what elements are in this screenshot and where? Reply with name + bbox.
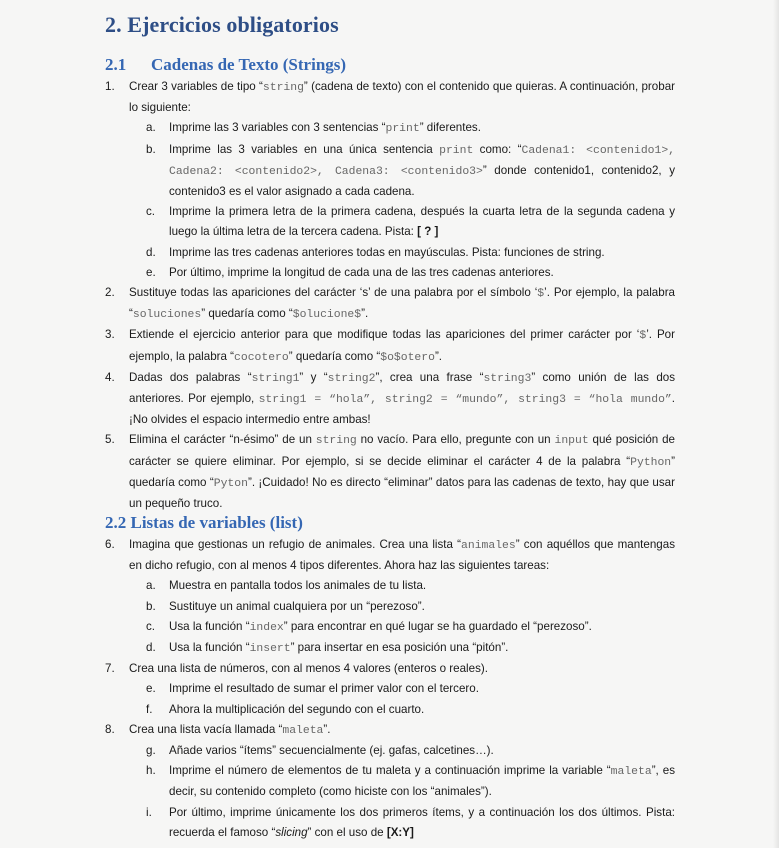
exercise-7f: f. Ahora la multiplicación del segundo con el cuarto. — [146, 702, 425, 716]
exercise-6d: d. Usa la función “insert” para insertar en esa posición una “pitón”. — [146, 641, 509, 656]
exercise-5: 5. Elimina el carácter “n-ésimo” de un string no vacío. Para ello, pregunte con un input qué posición de carácter se quiere eliminar. Por ejemplo, si se decide eliminar el carácter 4 de la palabra “Python” quedaría como “Pyton”. ¡Cuidado! No es directo “eliminar” datos para las cadenas de texto, hay que usar un pequeño truco. — [105, 433, 675, 511]
exercise-1a: a. Imprime las 3 variables con 3 sentencias “print” diferentes. — [146, 121, 481, 136]
exercise-7: 7. Crea una lista de números, con al menos 4 valores (enteros o reales). — [105, 662, 488, 676]
exercise-1: 1. Crear 3 variables de tipo “string” (cadena de texto) con el contenido que quieras. A continuación, probar lo siguiente: — [105, 80, 675, 115]
exercise-1b: b. Imprime las 3 variables en una única sentencia print como: “Cadena1: <contenido1>, Cadena2: <contenido2>, Cadena3: <contenido3>” donde contenido1, contenido2, y contenido3 es el valor asignado a cada cadena. — [146, 142, 676, 199]
chapter-heading: 2. Ejercicios obligatorios — [105, 12, 339, 37]
exercise-1c: c. Imprime la primera letra de la primera cadena, después la cuarta letra de la segunda cadena y luego la última letra de la tercera cadena. Pista: [ ? ] — [146, 205, 675, 239]
section-heading-2-2: 2.2 Listas de variables (list) — [105, 513, 303, 532]
section-heading-2-1 — [105, 55, 346, 75]
section-title: Cadenas de Texto (Strings) — [151, 55, 347, 74]
exercise-1e: e. Por último, imprime la longitud de cada una de las tres cadenas anteriores. — [146, 265, 554, 279]
strings-exercises — [105, 77, 675, 514]
exercise-8h: h. Imprime el número de elementos de tu maleta y a continuación imprime la variable “maleta”, es decir, su contenido completo (como hiciste con los “animales”). — [146, 764, 675, 799]
exercise-8g: g. Añade varios “ítems” secuencialmente (ej. gafas, calcetines…). — [146, 744, 494, 758]
exercise-6: 6. Imagina que gestionas un refugio de animales. Crea una lista “animales” con aquéllos que mantengas en dicho refugio, con al menos 4 tipos diferentes. Ahora haz las siguientes tareas: — [105, 538, 675, 573]
exercise-8i: i. Por último, imprime únicamente los dos primeros ítems, y a continuación los dos últimos. Pista: recuerda el famoso “slicing” con el uso de [X:Y] — [146, 805, 675, 839]
page-edge-shadow — [773, 0, 779, 848]
section-number: 2.1 — [105, 55, 127, 74]
exercise-2: 2. Sustituye todas las apariciones del carácter ‘s’ de una palabra por el símbolo ‘$’. Por ejemplo, la palabra “soluciones” quedaría como “$olucione$”. — [105, 286, 676, 322]
exercise-4: 4. Dadas dos palabras “string1” y “string2”, crea una frase “string3” como unión de las dos anteriores. Por ejemplo, string1 = “hola”, string2 = “mundo”, string3 = “hola mundo”. ¡No olvides el espacio intermedio entre ambas! — [105, 370, 676, 427]
exercise-3: 3. Extiende el ejercicio anterior para que modifique todas las apariciones del primer carácter por ‘$’. Por ejemplo, la palabra “cocotero” quedaría como “$o$otero”. — [105, 328, 675, 364]
exercise-6c: c. Usa la función “index” para encontrar en qué lugar se ha guardado el “perezoso”. — [146, 619, 592, 634]
exercise-7e: e. Imprime el resultado de sumar el primer valor con el tercero. — [146, 682, 479, 696]
exercise-1d: d. Imprime las tres cadenas anteriores todas en mayúsculas. Pista: funciones de string. — [146, 245, 605, 259]
exercise-6b: b. Sustituye un animal cualquiera por un “perezoso”. — [146, 599, 425, 613]
list-exercises — [105, 535, 675, 843]
exercise-8: 8. Crea una lista vacía llamada “maleta”. — [105, 722, 331, 737]
exercise-6a: a. Muestra en pantalla todos los animales de tu lista. — [146, 579, 427, 593]
